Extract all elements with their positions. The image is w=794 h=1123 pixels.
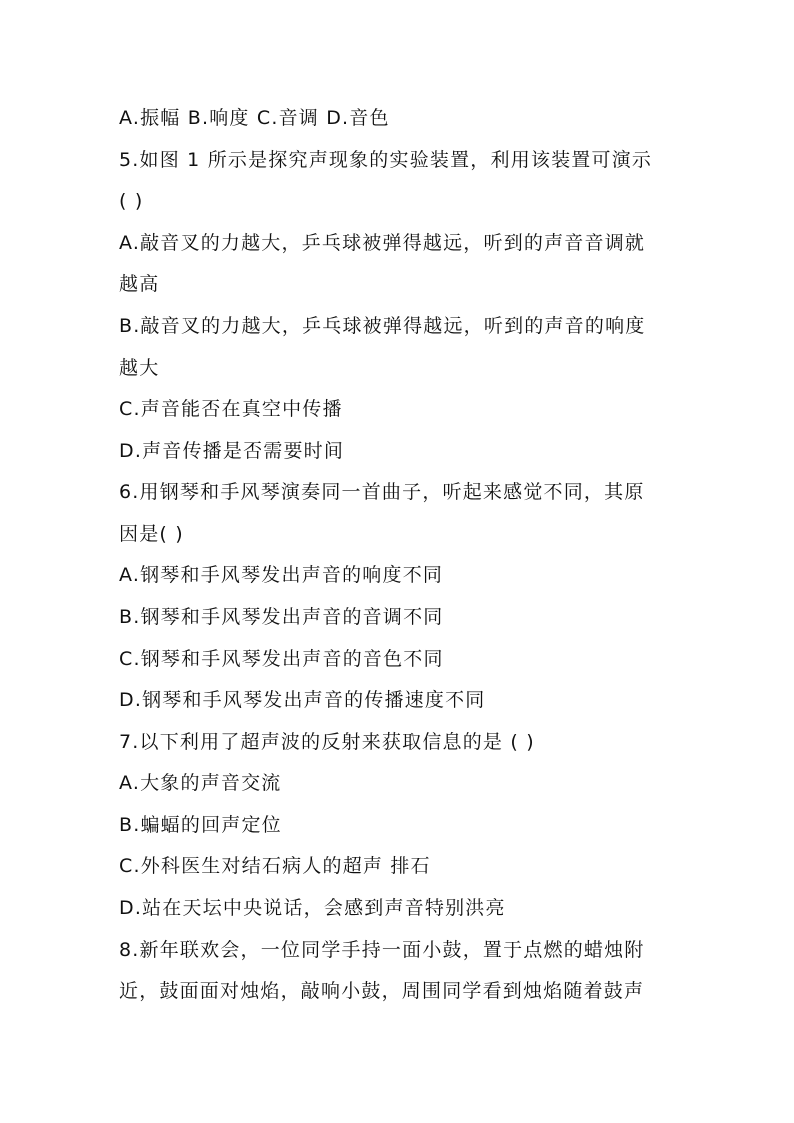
q5-option-b-line-1: B.敲音叉的力越大，乒乓球被弹得越远，听到的声音的响度 [119,315,646,337]
q6-stem-line-1: 6.用钢琴和手风琴演奏同一首曲子，听起来感觉不同，其原 [119,481,645,503]
q5-option-d: D.声音传播是否需要时间 [119,440,345,462]
q7-option-a: A.大象的声音交流 [119,772,282,794]
q5-stem-line-2: ( ) [119,190,144,212]
q7-stem: 7.以下利用了超声波的反射来获取信息的是 ( ) [119,731,535,753]
q7-option-c: C.外科医生对结石病人的超声 排石 [119,855,431,877]
q7-option-b: B.蝙蝠的回声定位 [119,814,282,836]
q5-option-b-line-2: 越大 [119,357,160,379]
q6-option-b: B.钢琴和手风琴发出声音的音调不同 [119,606,444,628]
q6-option-d: D.钢琴和手风琴发出声音的传播速度不同 [119,689,486,711]
q5-option-a-line-2: 越高 [119,273,160,295]
q5-option-a-line-1: A.敲音叉的力越大，乒乓球被弹得越远，听到的声音音调就 [119,232,646,254]
q5-option-c: C.声音能否在真空中传播 [119,398,343,420]
q8-stem-line-1: 8.新年联欢会，一位同学手持一面小鼓，置于点燃的蜡烛附 [119,939,645,961]
q6-stem-line-2: 因是( ) [119,523,184,545]
q5-stem-line-1: 5.如图 1 所示是探究声现象的实验装置，利用该装置可演示 [119,149,653,171]
q4-options: A.振幅 B.响度 C.音调 D.音色 [119,107,390,129]
q6-option-c: C.钢琴和手风琴发出声音的音色不同 [119,648,444,670]
q7-option-d: D.站在天坛中央说话，会感到声音特别洪亮 [119,897,506,919]
q6-option-a: A.钢琴和手风琴发出声音的响度不同 [119,564,444,586]
q8-stem-line-2: 近，鼓面面对烛焰，敲响小鼓，周围同学看到烛焰随着鼓声 [119,980,645,1002]
